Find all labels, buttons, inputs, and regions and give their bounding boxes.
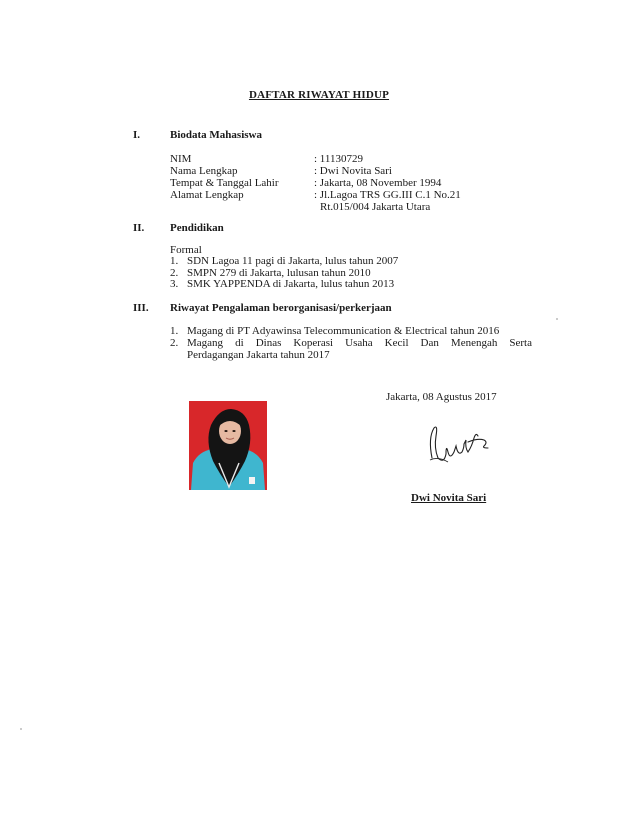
biodata-label-birth: Tempat & Tanggal Lahir [170,177,279,189]
biodata-value-name: : Dwi Novita Sari [314,165,392,177]
document-title: DAFTAR RIWAYAT HIDUP [248,89,390,101]
list-text-continuation: Perdagangan Jakarta tahun 2017 [187,349,330,361]
section-title-experience: Riwayat Pengalaman berorganisasi/perkerjaan [170,302,392,314]
experience-list [170,325,532,361]
place-date: Jakarta, 08 Agustus 2017 [386,391,497,403]
section-number-2: II. [133,222,145,234]
list-item [170,337,532,361]
handwritten-signature-icon [418,418,508,468]
profile-photo [189,401,267,490]
section-title-education: Pendidikan [170,222,224,234]
list-text: Magang di PT Adyawinsa Telecommunication & Electrical tahun 2016 [187,325,500,337]
biodata-label-name: Nama Lengkap [170,165,238,177]
list-item [170,325,532,337]
biodata-value-address: : Jl.Lagoa TRS GG.III C.1 No.21 [314,189,461,201]
list-text: SDN Lagoa 11 pagi di Jakarta, lulus tahun 2007 [187,255,399,267]
list-number: 2. [170,266,179,279]
portrait-icon [189,401,267,490]
biodata-label-address: Alamat Lengkap [170,189,244,201]
biodata-value-birth: : Jakarta, 08 November 1994 [314,177,442,189]
education-heading: Formal [170,244,202,256]
list-text: SMPN 279 di Jakarta, lulusan tahun 2010 [187,266,371,279]
biodata-value-nim: : 11130729 [314,153,363,165]
section-number-3: III. [133,302,149,314]
list-number: 1. [170,325,179,337]
biodata-label-nim: NIM [170,153,192,165]
list-text: Magang di Dinas Koperasi Usaha Kecil Dan Menengah Serta [187,337,532,349]
scan-speck [20,728,22,730]
list-number: 1. [170,255,179,267]
section-title-biodata: Biodata Mahasiswa [170,129,262,141]
list-text: SMK YAPPENDA di Jakarta, lulus tahun 2013 [187,278,395,290]
scan-speck [556,318,558,320]
section-number-1: I. [133,129,141,141]
list-number: 2. [170,337,179,349]
biodata-address-continuation: Rt.015/004 Jakarta Utara [320,201,431,213]
signer-name: Dwi Novita Sari [411,492,487,504]
list-number: 3. [170,278,179,290]
